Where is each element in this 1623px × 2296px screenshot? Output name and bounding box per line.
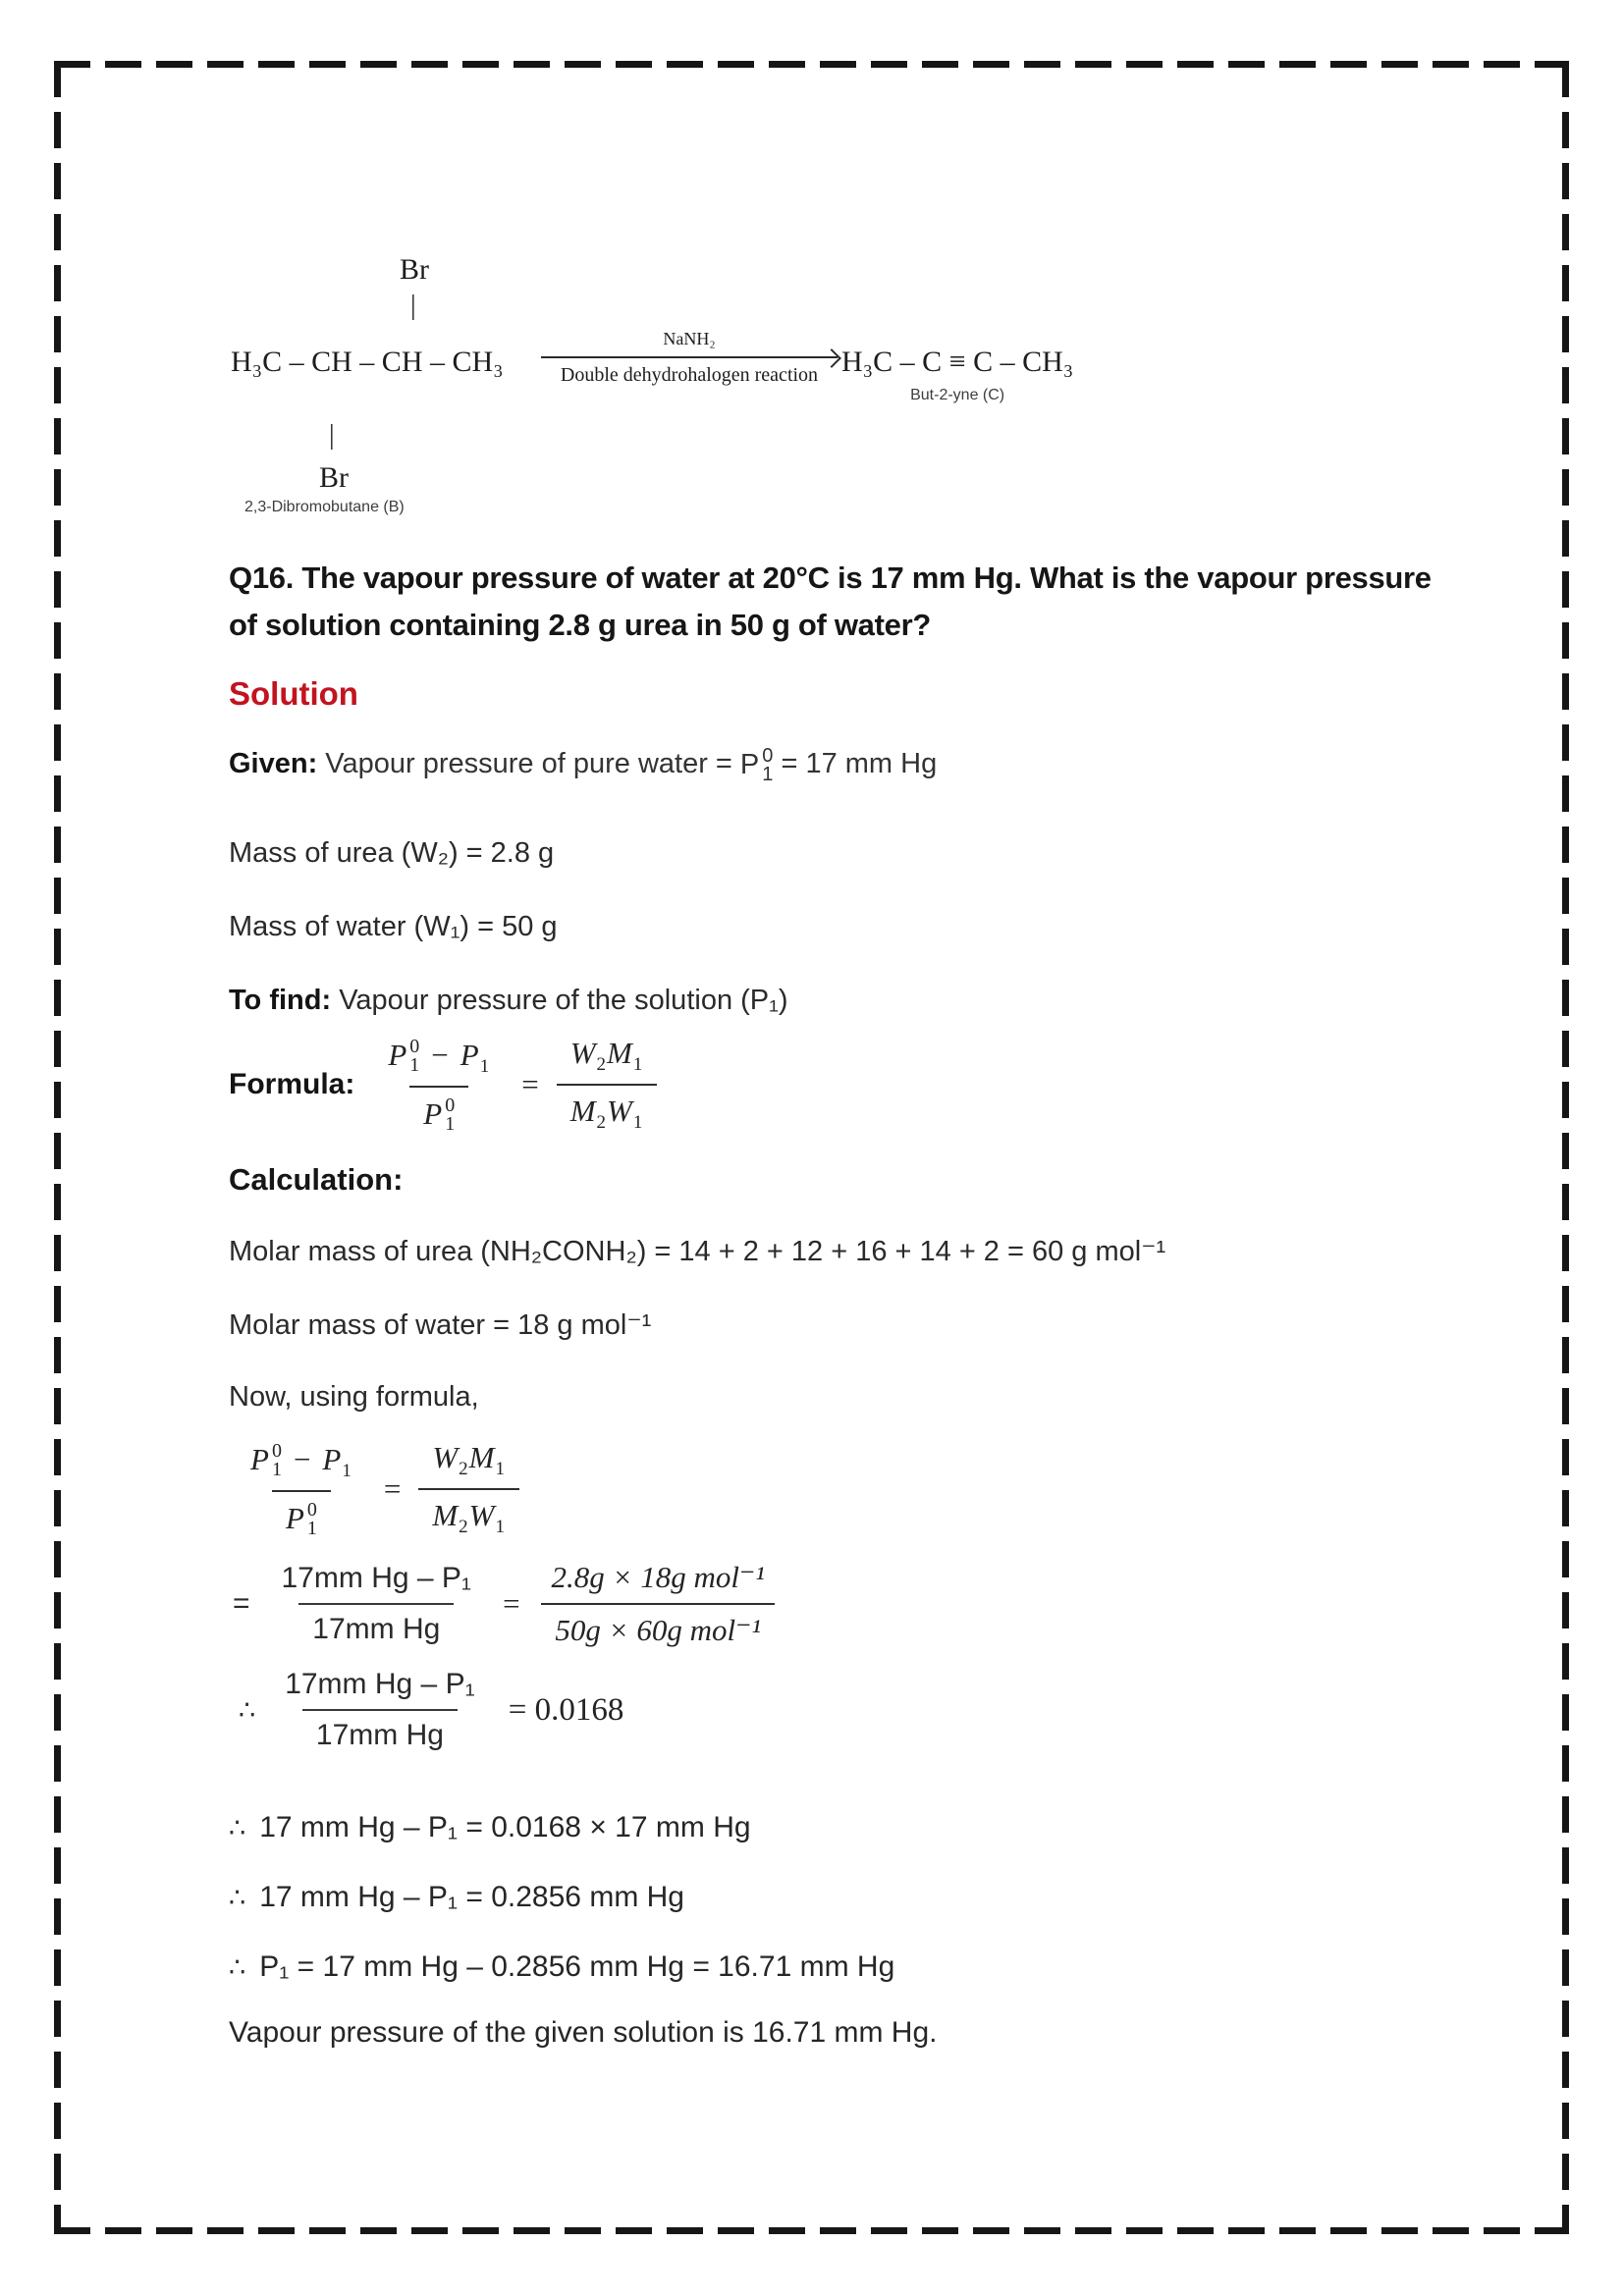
to-find-line (229, 981, 1427, 1020)
p1-0-variable (388, 1036, 420, 1077)
superscript-0: 0 (409, 1036, 420, 1058)
given-value: = 17 mm Hg (773, 748, 938, 779)
result-line-2 (229, 1881, 1427, 1914)
reagent-label: NaNH₂ (663, 329, 716, 348)
p-scripts (445, 1096, 455, 1134)
page-border-right (1562, 61, 1569, 2234)
mass-ratio-fraction (538, 1558, 779, 1650)
molar-mass-urea-line: Molar mass of urea (NH₂CONH₂) = 14 + 2 + 12 + 16 + 14 + 2 = 60 g mol⁻¹ (229, 1236, 1166, 1268)
equals-sign: = (383, 1471, 402, 1507)
p-letter: P (250, 1442, 269, 1477)
formula-rhs-fraction (557, 1034, 658, 1136)
p-letter: P (423, 1096, 443, 1132)
w2m1-term: $W_2M_1$ (569, 1036, 643, 1076)
to-find-text: Vapour pressure of the solution (P₁) (331, 985, 788, 1017)
formula2-lhs-denominator (272, 1490, 331, 1539)
bond-line-top: | (410, 291, 416, 321)
product-name-label: But-2-yne (C) (910, 387, 1005, 403)
formula2-rhs-fraction (418, 1438, 519, 1540)
page-border-bottom (54, 2227, 1569, 2234)
minus-sign: − (293, 1442, 311, 1477)
reaction-arrow-icon (541, 356, 838, 358)
chemical-reaction-diagram (229, 247, 1427, 555)
given-line (229, 738, 1427, 790)
pressure-ratio-fraction (268, 1560, 486, 1648)
m2w1-term: $M_2W_1$ (432, 1498, 505, 1538)
therefore-sign: ∴ (229, 1883, 246, 1913)
mass-of-urea-line: Mass of urea (W₂) = 2.8 g (229, 837, 555, 870)
result-text-1: 17 mm Hg – P₁ = 0.0168 × 17 mm Hg (259, 1811, 751, 1844)
formula2-lhs-numerator (237, 1439, 366, 1490)
page-content (229, 247, 1432, 2050)
p-scripts (307, 1501, 317, 1538)
formula-lhs-fraction (374, 1035, 504, 1135)
given-text: Vapour pressure of pure water = (317, 748, 740, 779)
formula-rhs-denominator (557, 1084, 658, 1136)
formula2-rhs-numerator (418, 1438, 519, 1488)
p-scripts (409, 1038, 419, 1075)
superscript-0: 0 (762, 745, 774, 768)
bond-line-bottom: | (329, 420, 335, 451)
superscript-0: 0 (271, 1440, 282, 1463)
pressure-ratio-numerator: 17mm Hg – P₁ (281, 1562, 472, 1595)
p-letter: P (388, 1038, 407, 1073)
result-line-1 (229, 1811, 1427, 1844)
subscript-1: 1 (306, 1518, 317, 1540)
p1-variable: $P_1$ (460, 1038, 490, 1078)
therefore-sign: ∴ (229, 1813, 246, 1843)
formula-rhs-numerator (557, 1034, 658, 1084)
therefore-sign: ∴ (229, 1952, 246, 1983)
question-text (229, 555, 1432, 649)
page-border-left (54, 61, 61, 2234)
formula-lhs-numerator (374, 1035, 504, 1086)
pressure-ratio-fraction (271, 1666, 489, 1754)
subscript-1: 1 (445, 1113, 456, 1136)
molar-mass-water-line: Molar mass of water = 18 g mol⁻¹ (229, 1309, 652, 1342)
equals-sign: = (233, 1587, 250, 1621)
p1-0-variable (250, 1440, 282, 1481)
m2w1-term: $M_2W_1$ (569, 1094, 643, 1134)
mass-ratio-numerator: 2.8g × 18g mol⁻¹ (551, 1560, 765, 1595)
w2m1-term: $W_2M_1$ (432, 1440, 505, 1480)
p-scripts (272, 1442, 282, 1479)
given-label: Given: (229, 748, 318, 779)
substitution-equation (233, 1558, 1427, 1650)
conclusion-line: Vapour pressure of the given solution is 16.71 mm Hg. (229, 2016, 938, 2050)
reaction-arrow-group (541, 328, 838, 387)
formula-equation (229, 1034, 1427, 1136)
superscript-0: 0 (306, 1499, 317, 1522)
calculation-heading: Calculation: (229, 1162, 404, 1198)
reaction-type-label: Double dehydrohalogen reaction (560, 364, 819, 386)
pressure-ratio-numerator: 17mm Hg – P₁ (285, 1668, 475, 1701)
p-letter: P (739, 749, 760, 781)
page-border-top (54, 61, 1569, 68)
now-using-formula-line: Now, using formula, (229, 1381, 479, 1414)
question-line-1: Q16. The vapour pressure of water at 20°C is 17 mm Hg. What is the vapour pressure (229, 561, 1432, 595)
result-text-2: 17 mm Hg – P₁ = 0.2856 mm Hg (259, 1881, 684, 1914)
subscript-1: 1 (271, 1459, 282, 1481)
p-letter: P (285, 1501, 304, 1536)
p1-variable: $P_1$ (322, 1442, 352, 1482)
p-scripts (762, 747, 773, 784)
result-line-3 (229, 1950, 1427, 1984)
p1-0-variable (423, 1095, 456, 1136)
therefore-sign: ∴ (239, 1694, 256, 1725)
to-find-label: To find: (229, 985, 332, 1017)
superscript-0: 0 (445, 1095, 456, 1117)
equals-sign: = (521, 1067, 539, 1102)
solution-heading: Solution (229, 675, 358, 712)
ratio-result-value: = 0.0168 (508, 1691, 624, 1728)
formula-lhs-denominator (409, 1086, 468, 1135)
subscript-1: 1 (409, 1054, 420, 1077)
subscript-1: 1 (762, 764, 774, 786)
ratio-result-equation (239, 1666, 1427, 1754)
question-line-2: of solution containing 2.8 g urea in 50 g of water? (229, 608, 931, 642)
p1-0-variable (285, 1499, 317, 1540)
p1-0-variable (740, 739, 773, 790)
minus-sign: − (431, 1038, 449, 1073)
formula-equation-repeat (237, 1438, 1427, 1540)
product-group (841, 346, 1073, 404)
bromine-substituent-top: Br (400, 253, 429, 286)
pressure-ratio-denominator: 17mm Hg (302, 1709, 458, 1754)
formula2-lhs-fraction (237, 1439, 366, 1539)
formula2-rhs-denominator (418, 1488, 519, 1540)
mass-ratio-denominator: 50g × 60g mol⁻¹ (541, 1603, 774, 1650)
reactant-name-label: 2,3-Dibromobutane (B) (244, 499, 405, 515)
mass-of-water-line: Mass of water (W₁) = 50 g (229, 911, 558, 943)
result-text-3: P₁ = 17 mm Hg – 0.2856 mm Hg = 16.71 mm Hg (259, 1950, 895, 1984)
bromine-substituent-bottom: Br (319, 461, 349, 494)
product-formula: H₃C – C ≡ C – CH₃ (841, 346, 1074, 378)
formula-label: Formula: (229, 1068, 355, 1101)
reactant-formula: H₃C – CH – CH – CH₃ (231, 346, 504, 378)
equals-sign: = (503, 1586, 520, 1622)
pressure-ratio-denominator: 17mm Hg (298, 1603, 454, 1648)
